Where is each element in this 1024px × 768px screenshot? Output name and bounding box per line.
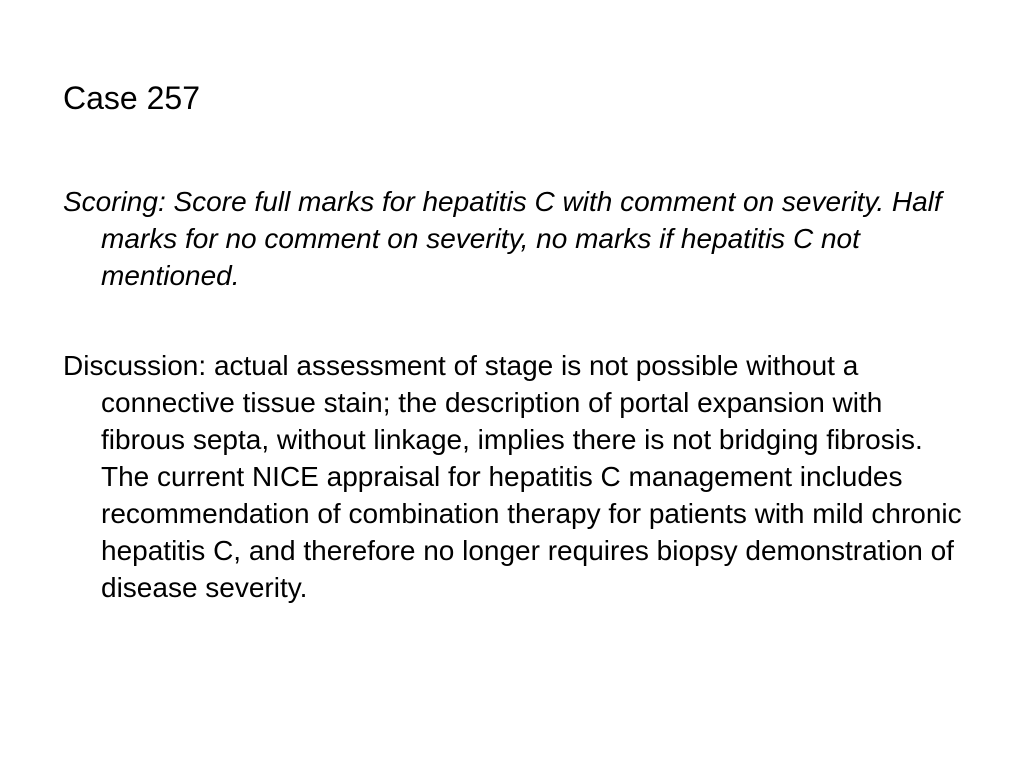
slide-title: Case 257 xyxy=(63,80,200,116)
discussion-paragraph: Discussion: actual assessment of stage is not possible without a connective tissue stain; the description of portal expansion with fibrous septa, without linkage, implies there is not bridging fibrosis. The current NICE appraisal for hepatitis C management includes recommendation of combination therapy for patients with mild chronic hepatitis C, and therefore no longer requires biopsy demonstration of disease severity. xyxy=(63,350,962,603)
scoring-paragraph: Scoring: Score full marks for hepatitis C with comment on severity. Half marks for no comment on severity, no marks if hepatitis C not mentioned. xyxy=(63,186,942,291)
